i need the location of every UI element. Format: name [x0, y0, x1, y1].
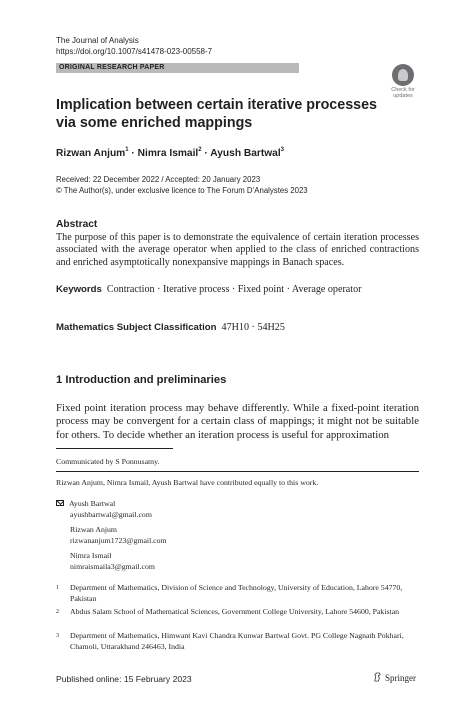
contact-email[interactable]: rizwananjum1723@gmail.com — [70, 535, 167, 545]
paper-title: Implication between certain iterative processes via some enriched mappings — [56, 97, 378, 131]
contact-block — [56, 499, 167, 572]
author-affil-ref: 3 — [280, 147, 285, 153]
affiliation-number: 3 — [56, 633, 59, 639]
contact-email[interactable]: ayushbartwal@gmail.com — [70, 509, 152, 519]
affiliation-text: Department of Mathematics, Division of Science and Technology, University of Education, Lahore 54770, Pakistan — [70, 583, 403, 603]
communicated-by: Communicated by S Ponnusamy. — [56, 457, 160, 466]
affiliation-text: Department of Mathematics, Himwant Kavi Chandra Kunwar Bartwal Govt. PG College Nagnath Pokhari, Chamoli, Uttarakhand 246463, India — [70, 631, 404, 651]
check-updates-line2: updates — [393, 93, 413, 99]
keywords-text: Contraction · Iterative process · Fixed point · Average operator — [106, 284, 362, 295]
section-heading: 1 Introduction and preliminaries — [56, 374, 227, 386]
contact-entry — [70, 525, 167, 546]
contact-name: Rizwan Anjum — [70, 525, 117, 534]
contact-email[interactable]: nimraismaila3@gmail.com — [70, 561, 155, 571]
contact-entry — [56, 499, 167, 520]
publisher-name: Springer — [385, 673, 416, 683]
contribution-note: Rizwan Anjum, Nimra Ismail, Ayush Bartwal have contributed equally to this work. — [56, 478, 319, 487]
affiliation-text: Abdus Salam School of Mathematical Sciences, Government College University, Lahore 54600, Pakistan — [70, 607, 400, 616]
affiliation-number: 2 — [56, 609, 59, 615]
journal-doi-link[interactable]: https://doi.org/10.1007/s41478-023-00558-7 — [56, 47, 213, 56]
author-affil-ref: 2 — [198, 147, 202, 153]
msc-classification — [56, 322, 285, 333]
keywords-label: Keywords — [56, 284, 102, 295]
journal-name: The Journal of Analysis — [56, 36, 139, 45]
published-date: Published online: 15 February 2023 — [56, 674, 192, 684]
abstract-text: The purpose of this paper is to demonstrate the equivalence of certain iteration processes associated with the average operator when applied to the class of enriched contractions and enriched asymptotically nonexpansive mappings in Banach spaces. — [56, 232, 419, 268]
check-updates-icon — [392, 64, 414, 86]
footnote-divider-full — [56, 471, 419, 472]
author-affil-ref: 1 — [125, 147, 129, 153]
section-body: Fixed point iteration process may behave differently. While a fixed-point iteration process may be convergent for a certain class of mappings; it might not be suitable for others. To decide whether an iteration process is useful for approximation — [56, 402, 419, 441]
affiliation-item — [56, 631, 419, 652]
msc-label: Mathematics Subject Classification — [56, 322, 217, 333]
author-separator: · — [128, 148, 138, 159]
contact-entry — [70, 551, 167, 572]
received-accepted: Received: 22 December 2022 / Accepted: 20 January 2023 — [56, 175, 261, 184]
springer-horse-icon — [373, 672, 382, 682]
abstract-heading: Abstract — [56, 219, 98, 230]
author-name[interactable]: Rizwan Anjum — [56, 148, 126, 159]
copyright-line: © The Author(s), under exclusive licence to The Forum D’Analystes 2023 — [56, 185, 308, 195]
affiliation-number: 1 — [56, 585, 59, 591]
author-list — [56, 147, 284, 159]
contact-name: Ayush Bartwal — [69, 499, 116, 508]
article-type-badge: ORIGINAL RESEARCH PAPER — [56, 63, 299, 73]
publisher-logo — [373, 672, 416, 683]
check-updates-line1: Check for — [391, 87, 415, 93]
msc-codes: 47H10 · 54H25 — [221, 322, 285, 333]
keywords — [56, 284, 362, 295]
author-name[interactable]: Ayush Bartwal — [210, 148, 281, 159]
footnote-divider — [56, 448, 173, 449]
contact-name: Nimra Ismail — [70, 551, 112, 560]
author-separator: · — [201, 148, 211, 159]
envelope-icon — [56, 500, 64, 506]
journal-header — [56, 35, 212, 57]
affiliation-item — [56, 607, 419, 618]
author-name[interactable]: Nimra Ismail — [137, 148, 199, 159]
affiliation-item — [56, 583, 419, 604]
article-dates — [56, 175, 308, 196]
